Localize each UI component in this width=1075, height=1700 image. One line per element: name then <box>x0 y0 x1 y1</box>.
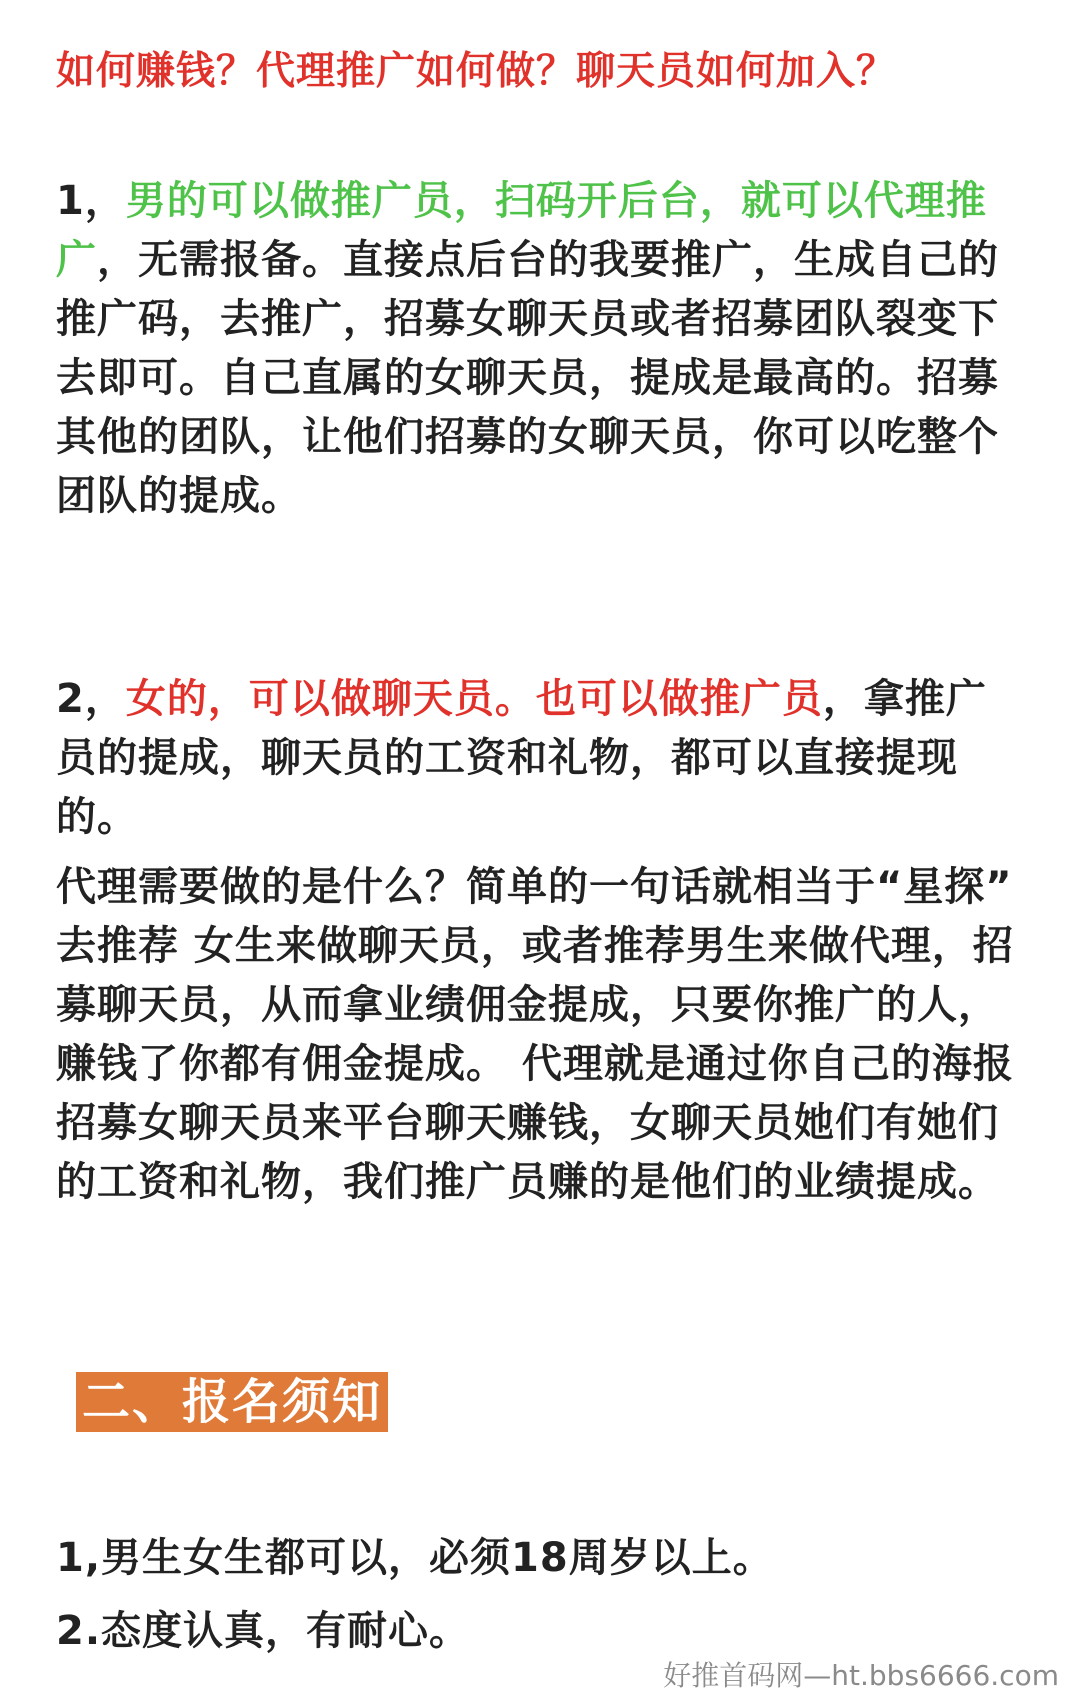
highlight-text: 女的，可以做聊天员。也可以做推广员 <box>125 676 823 722</box>
watermark: 好推首码网—ht.bbs6666.com <box>663 1659 1059 1692</box>
paragraph-male-promoter <box>56 172 1016 526</box>
section-title-registration: 二、报名须知 <box>76 1372 388 1432</box>
body-text: ，拿推广员的提成，聊天员的工资和礼物，都可以直接提现的。 <box>56 676 987 840</box>
page-headline: 如何赚钱？代理推广如何做？聊天员如何加入？ <box>56 49 897 94</box>
paragraph-number: 1， <box>56 178 126 224</box>
highlight-text: 男的可以做推广员，扫码开后台，就可以代理推广 <box>56 178 987 283</box>
paragraph-female-chatter <box>56 670 1016 847</box>
requirement-item: 2.态度认真，有耐心。 <box>56 1608 471 1654</box>
body-text: ，无需报备。直接点后台的我要推广，生成自己的推广码，去推广，招募女聊天员或者招募团队裂变下去即可。自己直属的女聊天员，提成是最高的。招募其他的团队，让他们招募的女聊天员，你可以吃整个团队的提成。 <box>56 237 999 519</box>
requirement-item: 1,男生女生都可以，必须18周岁以上。 <box>56 1535 774 1581</box>
paragraph-agent-explanation <box>56 858 1016 1212</box>
body-text: 代理需要做的是什么？简单的一句话就相当于“星探” 去推荐 女生来做聊天员，或者推荐男生来做代理，招募聊天员，从而拿业绩佣金提成，只要你推广的人，赚钱了你都有佣金提成。 代理就是通过你自己的海报招募女聊天员来平台聊天赚钱，女聊天员她们有她们的工资和礼物，我们推广员赚的是他们的业绩提成。 <box>56 864 1014 1205</box>
paragraph-number: 2， <box>56 676 126 722</box>
